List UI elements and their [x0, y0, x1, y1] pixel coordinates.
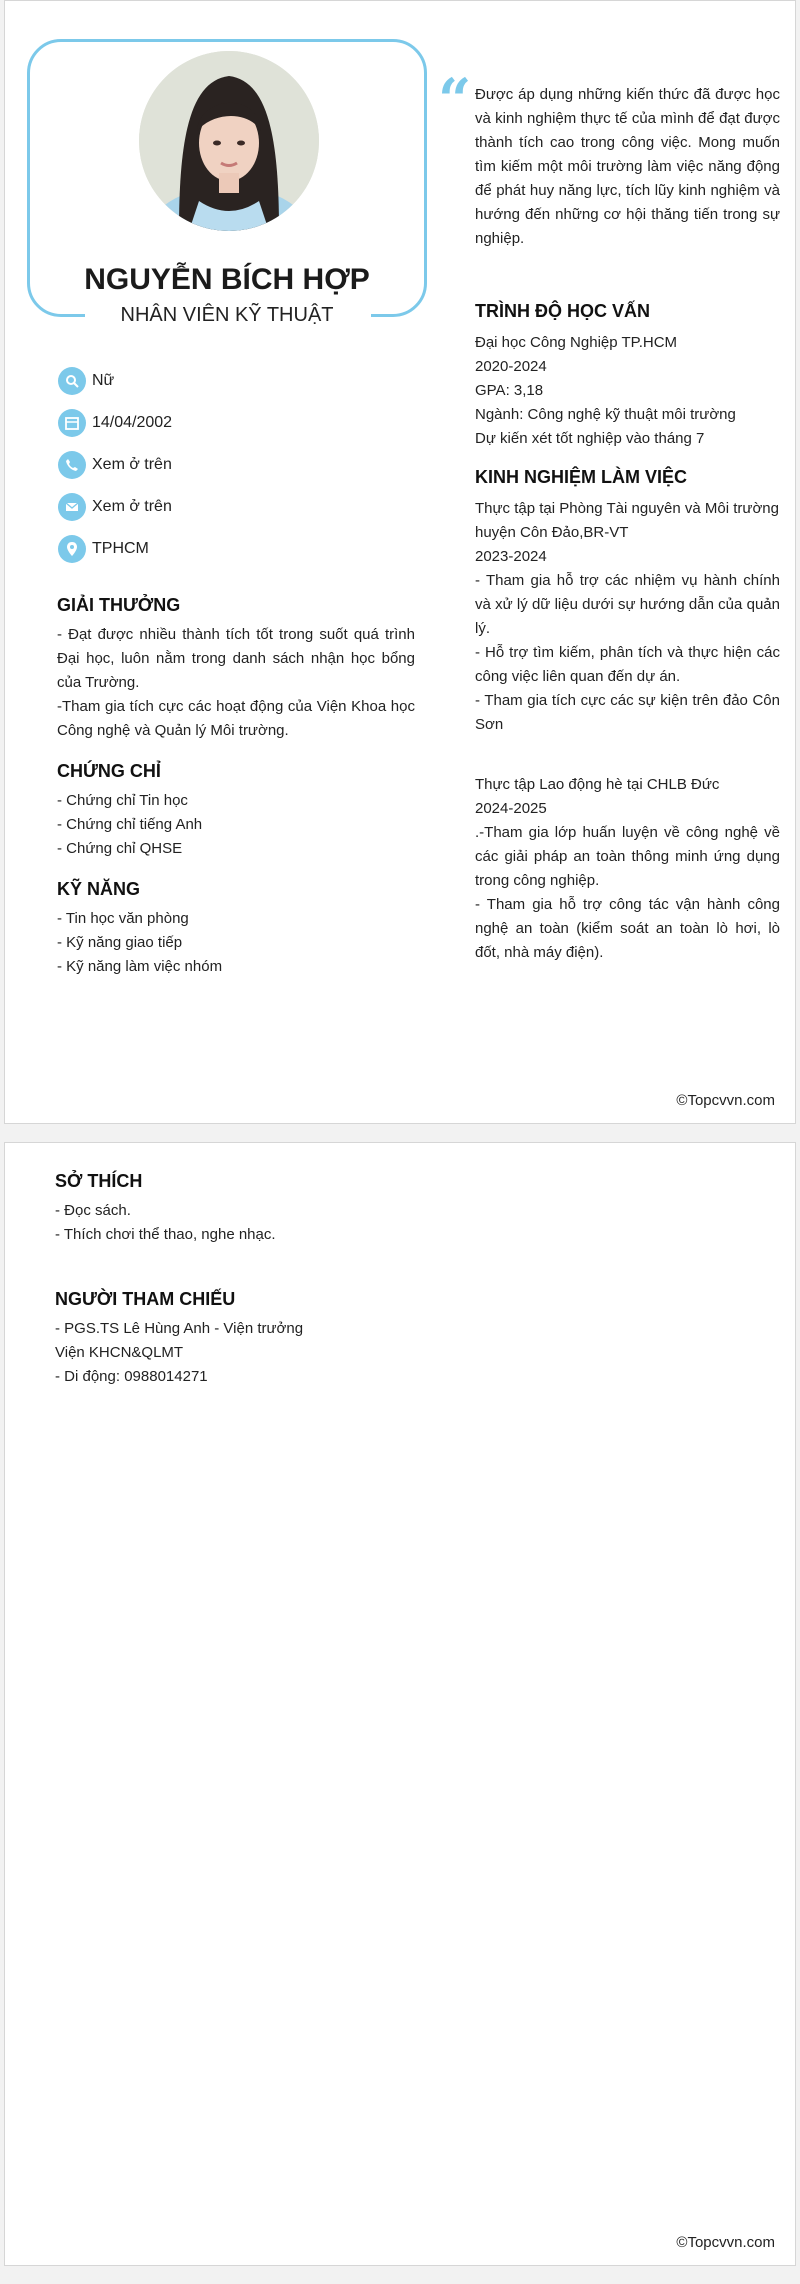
location-icon	[58, 535, 86, 563]
experience-job-2	[475, 773, 780, 965]
skill-item: - Tin học văn phòng	[57, 910, 189, 927]
job-task: - Tham gia tích cực các sự kiện trên đảo Côn Sơn	[475, 692, 780, 733]
footer-watermark: ©Topcvvn.com	[676, 2234, 775, 2251]
reference-item: Viện KHCN&QLMT	[55, 1344, 184, 1361]
address-text: TPHCM	[92, 540, 149, 557]
contact-address	[58, 535, 149, 563]
email-text: Xem ở trên	[92, 498, 172, 515]
email-icon	[58, 493, 86, 521]
references-title: NGƯỜI THAM CHIẾU	[55, 1289, 236, 1309]
gender-text: Nữ	[92, 372, 115, 389]
career-objective: Được áp dụng những kiến thức đã được học và kinh nghiệm thực tế của mình để đạt được thành tích cao trong công việc. Mong muốn tìm kiếm một môi trường làm việc năng động để phát huy năng lực, tích lũy kinh nghiệm và hướng đến những cơ hội thăng tiến trong sự nghiệp.	[475, 86, 780, 247]
cv-page-1	[4, 0, 796, 1124]
certificates-list	[57, 789, 415, 861]
hobby-item: - Thích chơi thể thao, nghe nhạc.	[55, 1226, 276, 1243]
job-task: - Hỗ trợ tìm kiếm, phân tích và thực hiện các công việc liên quan đến dự án.	[475, 644, 780, 685]
certificate-item: - Chứng chỉ tiếng Anh	[57, 816, 203, 833]
contact-phone	[58, 451, 172, 479]
quote-icon: “	[438, 66, 472, 134]
hobbies-list	[55, 1199, 455, 1247]
certificate-item: - Chứng chỉ Tin học	[57, 792, 188, 809]
skill-item: - Kỹ năng làm việc nhóm	[57, 958, 223, 975]
awards-item: -Tham gia tích cực các hoạt động của Viện Khoa học Công nghệ và Quản lý Môi trường.	[57, 698, 415, 739]
hobbies-title: SỞ THÍCH	[55, 1171, 143, 1191]
birthday-text: 14/04/2002	[92, 414, 173, 431]
education-school: Đại học Công Nghiệp TP.HCM	[475, 334, 678, 351]
phone-text: Xem ở trên	[92, 456, 172, 473]
education-gpa: GPA: 3,18	[475, 382, 544, 399]
skill-item: - Kỹ năng giao tiếp	[57, 934, 183, 951]
education-graduation: Dự kiến xét tốt nghiệp vào tháng 7	[475, 430, 705, 447]
contact-email	[58, 493, 172, 521]
job-task: .-Tham gia lớp huấn luyện về công nghệ về các giải pháp an toàn thông minh ứng dụng trong công nghiệp.	[475, 824, 780, 889]
calendar-icon	[58, 409, 86, 437]
awards-item: - Đạt được nhiều thành tích tốt trong suốt quá trình Đại học, luôn nằm trong danh sách nhận học bổng của Trường.	[57, 626, 415, 691]
cv-page-2	[4, 1142, 796, 2266]
contact-gender	[58, 367, 114, 395]
contact-birthday	[58, 409, 172, 437]
references-list	[55, 1317, 455, 1389]
job-task: - Tham gia hỗ trợ công tác vận hành công nghệ an toàn (kiểm soát an toàn lò hơi, lò đốt, nhà máy điện).	[475, 896, 780, 961]
job-company: Thực tập Lao động hè tại CHLB Đức	[475, 776, 720, 793]
hobby-item: - Đọc sách.	[55, 1202, 131, 1219]
phone-icon	[58, 451, 86, 479]
education-list	[475, 331, 780, 451]
skills-list	[57, 907, 415, 979]
job-period: 2024-2025	[475, 800, 547, 817]
awards-list	[57, 623, 415, 743]
job-title: NHÂN VIÊN KỸ THUẬT	[120, 304, 334, 326]
reference-item: - Di động: 0988014271	[55, 1368, 208, 1385]
education-period: 2020-2024	[475, 358, 547, 375]
job-period: 2023-2024	[475, 548, 547, 565]
experience-title: KINH NGHIỆM LÀM VIỆC	[475, 467, 688, 487]
avatar	[139, 51, 319, 231]
footer-watermark: ©Topcvvn.com	[676, 1092, 775, 1109]
job-task: - Tham gia hỗ trợ các nhiệm vụ hành chính và xử lý dữ liệu dưới sự hướng dẫn của quản lý.	[475, 572, 780, 637]
skills-title: KỸ NĂNG	[57, 879, 141, 899]
education-title: TRÌNH ĐỘ HỌC VẤN	[475, 301, 650, 321]
job-company: Thực tập tại Phòng Tài nguyên và Môi trường huyện Côn Đảo,BR-VT	[475, 500, 779, 541]
experience-job-1	[475, 497, 780, 737]
certificate-item: - Chứng chỉ QHSE	[57, 840, 183, 857]
awards-title: GIẢI THƯỞNG	[57, 595, 181, 615]
education-major: Ngành: Công nghệ kỹ thuật môi trường	[475, 406, 736, 423]
reference-item: - PGS.TS Lê Hùng Anh - Viện trưởng	[55, 1320, 304, 1337]
certificates-title: CHỨNG CHỈ	[57, 761, 161, 781]
candidate-name: NGUYỄN BÍCH HỢP	[84, 263, 370, 296]
gender-icon	[58, 367, 86, 395]
